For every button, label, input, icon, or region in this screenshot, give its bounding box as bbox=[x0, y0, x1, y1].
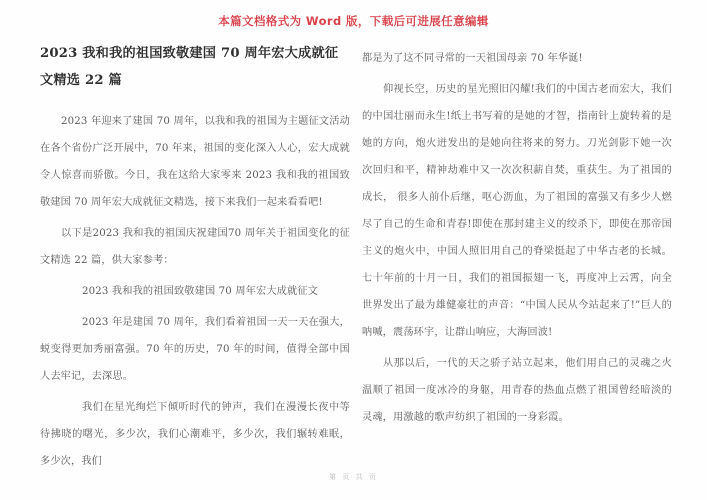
page-title: 2023 我和我的祖国致敬建国 70 周年宏大成就征文精选 22 篇 bbox=[40, 46, 339, 88]
paragraph: 我们在星光绚烂下倾听时代的钟声，我们在漫漫长夜中等待拂晓的曙光，多少次，我们心潮难平，多少次，我们辗转难眠，多少次，我们 bbox=[40, 402, 350, 467]
footer-page-number: 第 页 共 页 bbox=[329, 473, 378, 481]
paragraph: 以下是2023 我和我的祖国庆祝建国70 周年关于祖国变化的征文精选 22 篇，供大家参考： bbox=[40, 228, 350, 266]
paragraph: 从那以后，一代的天之骄子站立起来，他们用自己的灵魂之火温顺了祖国一度冰冷的身躯，用青春的热血点燃了祖国曾经暗淡的灵魂，用激越的歌声纺织了祖国的一身彩霞。 bbox=[362, 358, 672, 423]
paragraph: 2023 年是建国 70 周年，我们看着祖国一天一天在强大，蜕变得更加秀丽富强。70 年的历史，70 年的时间，值得全部中国人去牢记，去深思。 bbox=[40, 317, 350, 382]
paragraph: 2023 年迎来了建国 70 周年，以我和我的祖国为主题征文活动在各个省份广泛开展中，70 年来，祖国的变化深入人心，宏大成就令人惊喜而骄傲。今日，我在这给大家零来 2023 我和我的祖国致敬建国 70 周年宏大成就征文精选，接下来我们一起来看看吧! bbox=[40, 116, 350, 208]
right-column bbox=[362, 40, 672, 435]
two-column-layout bbox=[40, 40, 687, 467]
paragraph-subheading: 2023 我和我的祖国致敬建国 70 周年宏大成就征文 bbox=[82, 286, 319, 297]
paragraph: 都是为了这不同寻常的一天祖国母亲 70 年华诞! bbox=[362, 53, 583, 64]
left-column bbox=[40, 40, 350, 479]
page-footer bbox=[0, 472, 707, 482]
promo-banner-text: 本篇文档格式为 Word 版，下载后可进展任意编辑 bbox=[218, 14, 489, 28]
paragraph: 仰视长空，历史的星光照旧闪耀!我们的中国古老而宏大，我们的中国壮丽而永生!纸上书写着的是她的才智，指南针上旋转着的是她的方向，炮火迸发出的是她向往将来的努力。刀光剑影下她一次次回归和平，精神劫难中又一次次积薪自焚，重获生。为了祖国的成长， 很多人前仆后继，呕心沥血，为了祖国的富强又有多少人燃尽了自己的生命和青春!即使在那封建主义的绞杀下，即使在那帝国主义的炮火中，中国人照旧用自己的脊梁挺起了中华古老的长城。七十年前的十月一日，我们的祖国振翅一飞，再度冲上云霄，向全世界发出了最为雄健豪壮的声音：“中国人民从今站起来了!”巨人的呐喊，震荡环宇，让群山响应，大海回波! bbox=[362, 84, 672, 338]
